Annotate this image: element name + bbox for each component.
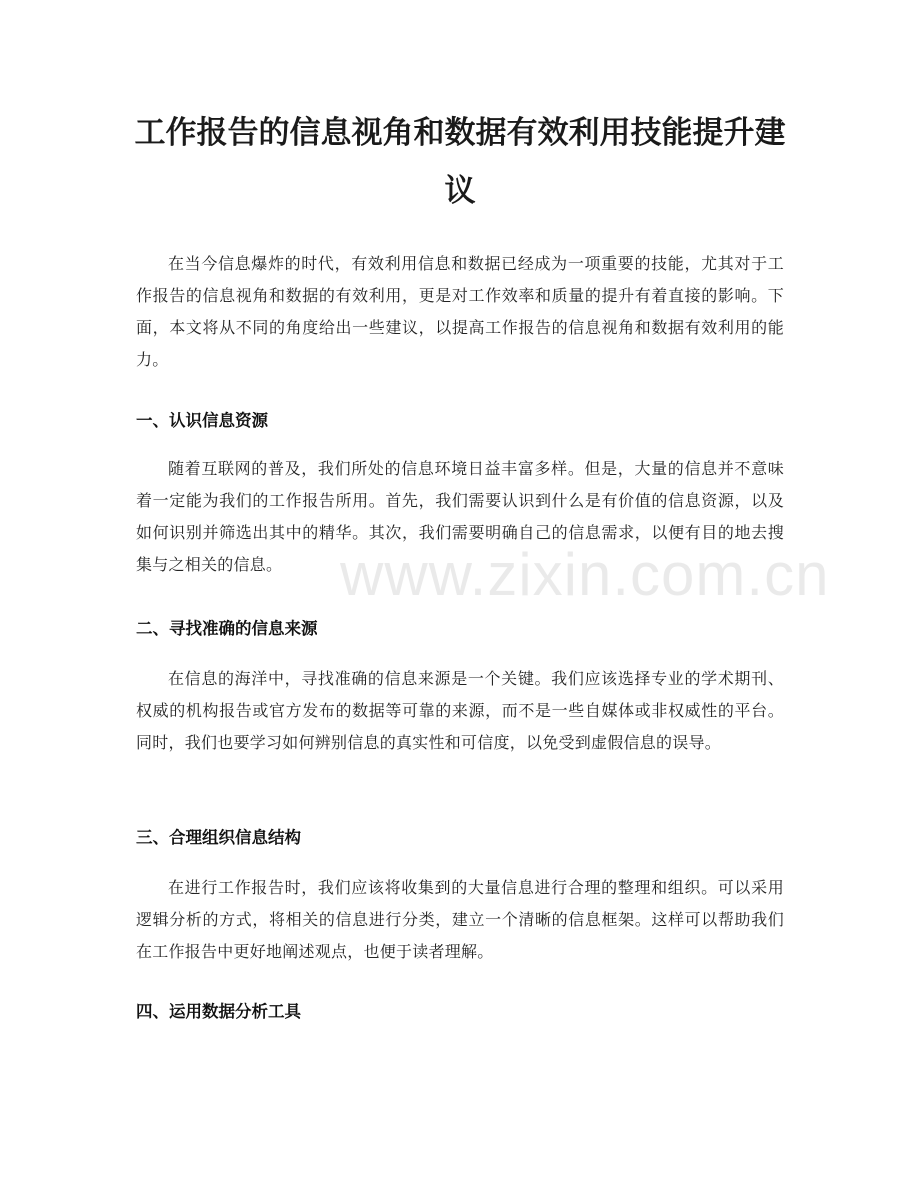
section-heading-2: 二、寻找准确的信息来源 bbox=[136, 619, 318, 638]
section-body-3: 在进行工作报告时，我们应该将收集到的大量信息进行合理的整理和组织。可以采用逻辑分析的方式，将相关的信息进行分类，建立一个清晰的信息框架。这样可以帮助我们在工作报告中更好地阐述观点，也便于读者理解。 bbox=[136, 878, 784, 961]
section-body-2: 在信息的海洋中，寻找准确的信息来源是一个关键。我们应该选择专业的学术期刊、权威的机构报告或官方发布的数据等可靠的来源，而不是一些自媒体或非权威性的平台。同时，我们也要学习如何辨别信息的真实性和可信度，以免受到虚假信息的误导。 bbox=[136, 669, 784, 752]
document-title: 工作报告的信息视角和数据有效利用技能提升建议 bbox=[134, 115, 786, 209]
intro-paragraph: 在当今信息爆炸的时代，有效利用信息和数据已经成为一项重要的技能，尤其对于工作报告的信息视角和数据的有效利用，更是对工作效率和质量的提升有着直接的影响。下面，本文将从不同的角度给出一些建议，以提高工作报告的信息视角和数据有效利用的能力。 bbox=[136, 254, 784, 369]
watermark: www.zixin.com.cn bbox=[340, 541, 830, 608]
section-body-1: 随着互联网的普及，我们所处的信息环境日益丰富多样。但是，大量的信息并不意味着一定能为我们的工作报告所用。首先，我们需要认识到什么是有价值的信息资源，以及如何识别并筛选出其中的精华。其次，我们需要明确自己的信息需求，以便有目的地去搜集与之相关的信息。 bbox=[136, 459, 784, 574]
section-heading-1: 一、认识信息资源 bbox=[136, 411, 268, 430]
section-heading-4: 四、运用数据分析工具 bbox=[136, 1002, 301, 1021]
section-heading-3: 三、合理组织信息结构 bbox=[136, 828, 301, 847]
